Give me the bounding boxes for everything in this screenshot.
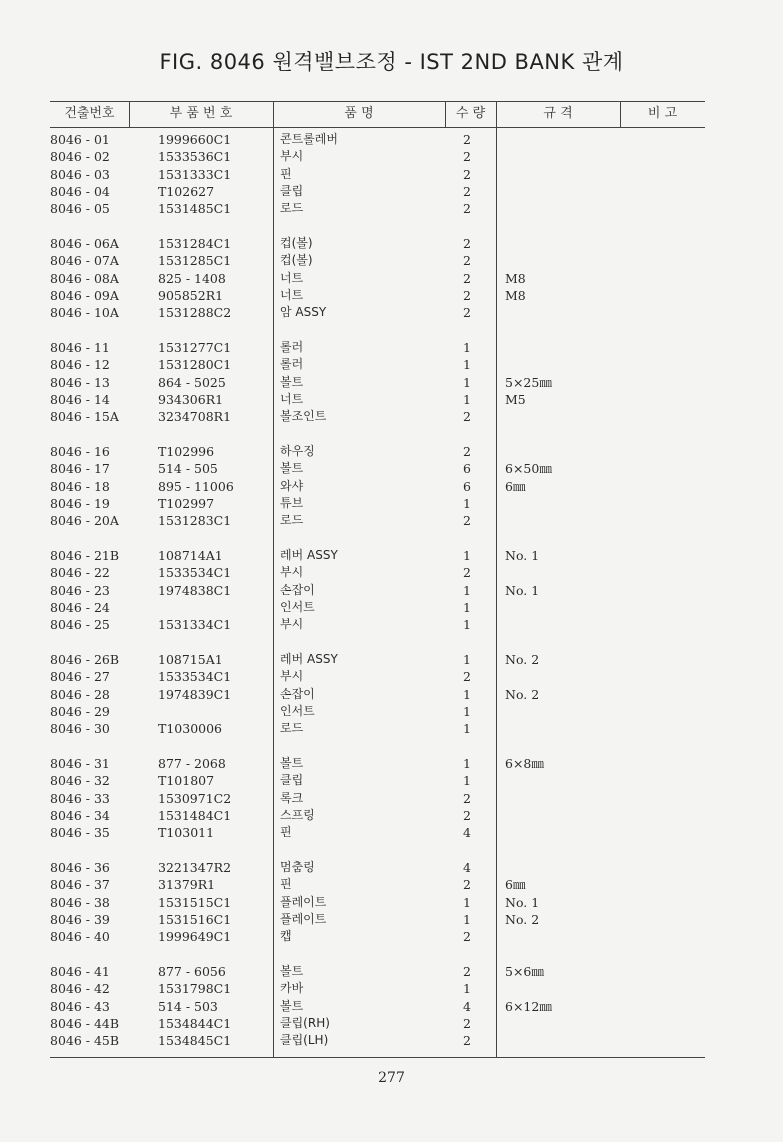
table-row — [0, 599, 783, 616]
table-row — [0, 547, 783, 564]
row-number: 8046 - 20A — [50, 513, 119, 529]
row-number: 8046 - 37 — [50, 877, 110, 893]
row-part-name: 콘트롤레버 — [280, 132, 338, 146]
header-part-number: 부 품 번 호 — [169, 106, 233, 121]
table-row — [0, 928, 783, 945]
row-part-number: 905852R1 — [158, 287, 224, 303]
row-part-name: 볼조인트 — [280, 409, 327, 424]
row-part-name: 부시 — [280, 565, 304, 580]
table-row — [0, 460, 783, 477]
table-row — [0, 582, 783, 599]
row-part-name: 록크 — [280, 790, 304, 805]
table-row — [0, 131, 783, 148]
row-number: 8046 - 24 — [50, 599, 110, 615]
row-quantity: 2 — [463, 132, 471, 147]
row-part-name: 인서트 — [280, 599, 315, 614]
row-part-number: 1531516C1 — [158, 911, 232, 927]
row-part-number: 3234708R1 — [158, 409, 232, 425]
row-quantity: 1 — [463, 582, 471, 598]
table-row — [0, 183, 783, 200]
row-number: 8046 - 45B — [50, 1033, 120, 1049]
row-quantity: 1 — [463, 495, 471, 511]
row-part-name: 너트 — [280, 391, 304, 406]
row-number: 8046 - 43 — [50, 998, 110, 1014]
table-row — [0, 998, 783, 1015]
row-number: 8046 - 25 — [50, 617, 110, 633]
row-spec: M5 — [505, 391, 526, 407]
row-number: 8046 - 17 — [50, 461, 110, 477]
table-row — [0, 270, 783, 287]
row-part-name: 롤러 — [280, 357, 304, 372]
row-number: 8046 - 16 — [50, 444, 110, 459]
row-number: 8046 - 22 — [50, 565, 110, 581]
row-part-number: 1531280C1 — [158, 357, 232, 373]
row-part-name: 볼트 — [280, 964, 304, 978]
row-part-name: 부시 — [280, 617, 304, 632]
row-number: 8046 - 13 — [50, 374, 110, 390]
row-part-name: 볼트 — [280, 374, 304, 389]
row-quantity: 1 — [463, 617, 471, 633]
row-number: 8046 - 26B — [50, 652, 120, 667]
row-part-number: 514 - 503 — [158, 998, 218, 1014]
row-number: 8046 - 33 — [50, 790, 110, 806]
row-quantity: 1 — [463, 721, 471, 737]
row-quantity: 2 — [463, 877, 471, 893]
table-row — [0, 859, 783, 876]
row-quantity: 2 — [463, 409, 471, 425]
row-part-name: 플레이트 — [280, 894, 327, 909]
row-number: 8046 - 21B — [50, 548, 120, 563]
table-row — [0, 235, 783, 252]
row-part-name: 멈춤링 — [280, 860, 315, 874]
row-part-name: 컵(볼) — [280, 253, 313, 268]
row-quantity: 2 — [463, 565, 471, 581]
table-row — [0, 755, 783, 772]
row-part-name: 카바 — [280, 981, 304, 996]
row-part-number: 514 - 505 — [158, 461, 218, 477]
table-row — [0, 478, 783, 495]
row-spec: M8 — [505, 270, 526, 286]
row-number: 8046 - 03 — [50, 166, 110, 182]
row-quantity: 2 — [463, 183, 471, 199]
row-part-number: 1531288C2 — [158, 305, 232, 321]
row-part-name: 롤러 — [280, 340, 304, 354]
row-part-name: 클립(RH) — [280, 1015, 330, 1030]
row-part-name: 클립(LH) — [280, 1033, 329, 1048]
row-quantity: 1 — [463, 548, 471, 563]
row-part-number: 1534845C1 — [158, 1033, 232, 1049]
row-part-name: 핀 — [280, 877, 292, 892]
header-part-name: 품 명 — [344, 106, 374, 121]
row-quantity: 2 — [463, 149, 471, 165]
row-part-name: 너트 — [280, 287, 304, 302]
row-quantity: 1 — [463, 391, 471, 407]
table-row — [0, 616, 783, 633]
row-quantity: 6 — [463, 461, 471, 477]
row-quantity: 4 — [463, 825, 471, 841]
row-part-name: 레버 ASSY — [280, 548, 338, 562]
row-number: 8046 - 41 — [50, 964, 110, 979]
row-part-number: 1531334C1 — [158, 617, 232, 633]
row-part-name: 손잡이 — [280, 686, 315, 701]
row-number: 8046 - 05 — [50, 201, 110, 217]
row-number: 8046 - 29 — [50, 703, 110, 719]
row-number: 8046 - 38 — [50, 894, 110, 910]
row-number: 8046 - 42 — [50, 981, 110, 997]
header-spec: 규 격 — [543, 106, 573, 121]
row-part-name: 로드 — [280, 513, 304, 528]
row-part-number: 1974839C1 — [158, 686, 232, 702]
row-part-name: 클립 — [280, 773, 304, 788]
table-row — [0, 824, 783, 841]
row-quantity: 2 — [463, 807, 471, 823]
row-quantity: 2 — [463, 790, 471, 806]
row-part-number: 31379R1 — [158, 877, 216, 893]
table-row — [0, 807, 783, 824]
row-part-name: 와샤 — [280, 478, 304, 493]
row-quantity: 1 — [463, 357, 471, 373]
row-number: 8046 - 34 — [50, 807, 110, 823]
table-top-border — [50, 101, 705, 102]
row-part-number: 1974838C1 — [158, 582, 232, 598]
table-row — [0, 1015, 783, 1032]
row-part-number: 1533534C1 — [158, 565, 232, 581]
row-quantity: 2 — [463, 964, 471, 979]
row-quantity: 1 — [463, 652, 471, 667]
table-bottom-border — [50, 1057, 705, 1058]
row-number: 8046 - 14 — [50, 391, 110, 407]
row-part-name: 컵(볼) — [280, 236, 313, 250]
table-row — [0, 166, 783, 183]
table-row — [0, 443, 783, 460]
row-part-number: T102627 — [158, 183, 215, 199]
row-part-number: 108715A1 — [158, 652, 223, 667]
row-number: 8046 - 23 — [50, 582, 110, 598]
page-title: FIG. 8046 원격밸브조정 - IST 2ND BANK 관계 — [159, 50, 624, 74]
row-part-name: 볼트 — [280, 998, 304, 1013]
row-part-number: 1531484C1 — [158, 807, 232, 823]
table-row — [0, 703, 783, 720]
row-part-name: 핀 — [280, 166, 292, 181]
table-row — [0, 668, 783, 685]
row-part-name: 암 ASSY — [280, 305, 327, 320]
row-quantity: 4 — [463, 860, 471, 875]
row-quantity: 1 — [463, 981, 471, 997]
row-quantity: 2 — [463, 669, 471, 685]
row-part-number: 1533534C1 — [158, 669, 232, 685]
row-number: 8046 - 07A — [50, 253, 119, 269]
row-number: 8046 - 31 — [50, 756, 110, 771]
row-part-name: 하우징 — [280, 444, 315, 458]
row-part-number: 1534844C1 — [158, 1015, 232, 1031]
row-part-number: 1999649C1 — [158, 929, 232, 945]
row-part-number: T102997 — [158, 495, 215, 511]
row-part-number: 1531277C1 — [158, 340, 232, 355]
row-part-number: T103011 — [158, 825, 215, 841]
row-part-number: 825 - 1408 — [158, 270, 226, 286]
header-no: 건출번호 — [64, 106, 115, 121]
row-part-number: T102996 — [158, 444, 215, 459]
table-row — [0, 963, 783, 980]
row-part-name: 손잡이 — [280, 582, 315, 597]
table-row — [0, 564, 783, 581]
row-part-name: 인서트 — [280, 703, 315, 718]
row-number: 8046 - 12 — [50, 357, 110, 373]
row-spec: No. 2 — [505, 652, 540, 667]
row-spec: 6㎜ — [505, 478, 526, 494]
row-part-number: 1531798C1 — [158, 981, 232, 997]
table-row — [0, 1032, 783, 1049]
row-part-name: 로드 — [280, 721, 304, 736]
row-spec: No. 2 — [505, 686, 540, 702]
row-part-name: 캡 — [280, 929, 292, 944]
table-row — [0, 980, 783, 997]
row-number: 8046 - 40 — [50, 929, 110, 945]
header-remark: 비 고 — [647, 106, 678, 121]
row-number: 8046 - 08A — [50, 270, 119, 286]
row-number: 8046 - 19 — [50, 495, 110, 511]
row-part-name: 튜브 — [280, 495, 304, 510]
row-spec: No. 1 — [505, 894, 540, 910]
row-spec: 6㎜ — [505, 877, 526, 893]
row-quantity: 2 — [463, 1015, 471, 1031]
row-part-name: 부시 — [280, 149, 304, 164]
header-quantity: 수 량 — [455, 106, 486, 121]
table-row — [0, 356, 783, 373]
row-quantity: 2 — [463, 270, 471, 286]
row-quantity: 1 — [463, 599, 471, 615]
row-number: 8046 - 15A — [50, 409, 119, 425]
row-spec: No. 2 — [505, 911, 540, 927]
row-part-name: 핀 — [280, 825, 292, 840]
row-quantity: 2 — [463, 166, 471, 182]
row-quantity: 1 — [463, 894, 471, 910]
table-row — [0, 200, 783, 217]
row-number: 8046 - 44B — [50, 1015, 120, 1031]
table-row — [0, 894, 783, 911]
row-number: 8046 - 28 — [50, 686, 110, 702]
row-number: 8046 - 30 — [50, 721, 110, 737]
row-part-number: 877 - 6056 — [158, 964, 226, 979]
table-row — [0, 148, 783, 165]
row-quantity: 2 — [463, 253, 471, 269]
row-quantity: 2 — [463, 305, 471, 321]
row-part-number: 1531515C1 — [158, 894, 232, 910]
row-number: 8046 - 32 — [50, 773, 110, 789]
row-part-name: 볼트 — [280, 756, 304, 770]
table-row — [0, 512, 783, 529]
row-quantity: 2 — [463, 513, 471, 529]
row-spec: 6×12㎜ — [505, 998, 552, 1014]
row-part-number: 934306R1 — [158, 391, 224, 407]
row-quantity: 1 — [463, 703, 471, 719]
row-quantity: 2 — [463, 236, 471, 251]
row-part-name: 부시 — [280, 669, 304, 684]
row-number: 8046 - 02 — [50, 149, 110, 165]
table-row — [0, 790, 783, 807]
row-spec: No. 1 — [505, 582, 540, 598]
row-part-number: T101807 — [158, 773, 215, 789]
row-number: 8046 - 04 — [50, 183, 110, 199]
row-part-number: 1531485C1 — [158, 201, 232, 217]
table-row — [0, 876, 783, 893]
row-part-number: 1531283C1 — [158, 513, 232, 529]
row-quantity: 1 — [463, 686, 471, 702]
table-row — [0, 408, 783, 425]
row-number: 8046 - 11 — [50, 340, 110, 355]
table-row — [0, 651, 783, 668]
row-spec: 5×25㎜ — [505, 374, 552, 390]
row-part-name: 플레이트 — [280, 911, 327, 926]
row-part-number: 1531284C1 — [158, 236, 232, 251]
row-number: 8046 - 01 — [50, 132, 110, 147]
row-quantity: 4 — [463, 998, 471, 1014]
row-part-number: 108714A1 — [158, 548, 223, 563]
row-number: 8046 - 09A — [50, 287, 119, 303]
row-spec: 6×50㎜ — [505, 461, 552, 477]
row-quantity: 2 — [463, 1033, 471, 1049]
row-quantity: 2 — [463, 201, 471, 217]
table-row — [0, 287, 783, 304]
row-number: 8046 - 18 — [50, 478, 110, 494]
row-part-number: 1530971C2 — [158, 790, 232, 806]
table-row — [0, 686, 783, 703]
row-part-name: 스프링 — [280, 807, 315, 822]
row-spec: M8 — [505, 287, 526, 303]
row-quantity: 2 — [463, 444, 471, 459]
row-part-name: 클립 — [280, 183, 304, 198]
row-part-number: 3221347R2 — [158, 860, 232, 875]
table-row — [0, 911, 783, 928]
row-number: 8046 - 35 — [50, 825, 110, 841]
row-part-name: 레버 ASSY — [280, 652, 338, 666]
row-quantity: 2 — [463, 287, 471, 303]
table-row — [0, 495, 783, 512]
row-quantity: 2 — [463, 929, 471, 945]
row-part-number: 1531333C1 — [158, 166, 232, 182]
row-part-number: 1999660C1 — [158, 132, 232, 147]
row-part-name: 너트 — [280, 270, 304, 285]
page-number: 277 — [378, 1070, 405, 1086]
row-spec: 5×6㎜ — [505, 964, 544, 979]
row-quantity: 1 — [463, 773, 471, 789]
row-number: 8046 - 36 — [50, 860, 110, 875]
table-row — [0, 374, 783, 391]
row-spec: No. 1 — [505, 548, 540, 563]
table-row — [0, 772, 783, 789]
header-bottom-border — [50, 127, 705, 128]
row-part-number: 1531285C1 — [158, 253, 232, 269]
table-row — [0, 339, 783, 356]
row-part-number: 895 - 11006 — [158, 478, 234, 494]
row-part-number: 1533536C1 — [158, 149, 232, 165]
table-row — [0, 304, 783, 321]
row-quantity: 1 — [463, 374, 471, 390]
row-number: 8046 - 10A — [50, 305, 119, 321]
table-row — [0, 252, 783, 269]
row-quantity: 6 — [463, 478, 471, 494]
row-part-name: 볼트 — [280, 461, 304, 476]
row-quantity: 1 — [463, 340, 471, 355]
row-quantity: 1 — [463, 911, 471, 927]
row-spec: 6×8㎜ — [505, 756, 544, 771]
table-row — [0, 720, 783, 737]
row-quantity: 1 — [463, 756, 471, 771]
row-number: 8046 - 06A — [50, 236, 119, 251]
table-row — [0, 391, 783, 408]
row-part-name: 로드 — [280, 201, 304, 216]
row-number: 8046 - 39 — [50, 911, 110, 927]
row-part-number: 864 - 5025 — [158, 374, 226, 390]
row-number: 8046 - 27 — [50, 669, 110, 685]
row-part-number: 877 - 2068 — [158, 756, 226, 771]
row-part-number: T1030006 — [158, 721, 223, 737]
